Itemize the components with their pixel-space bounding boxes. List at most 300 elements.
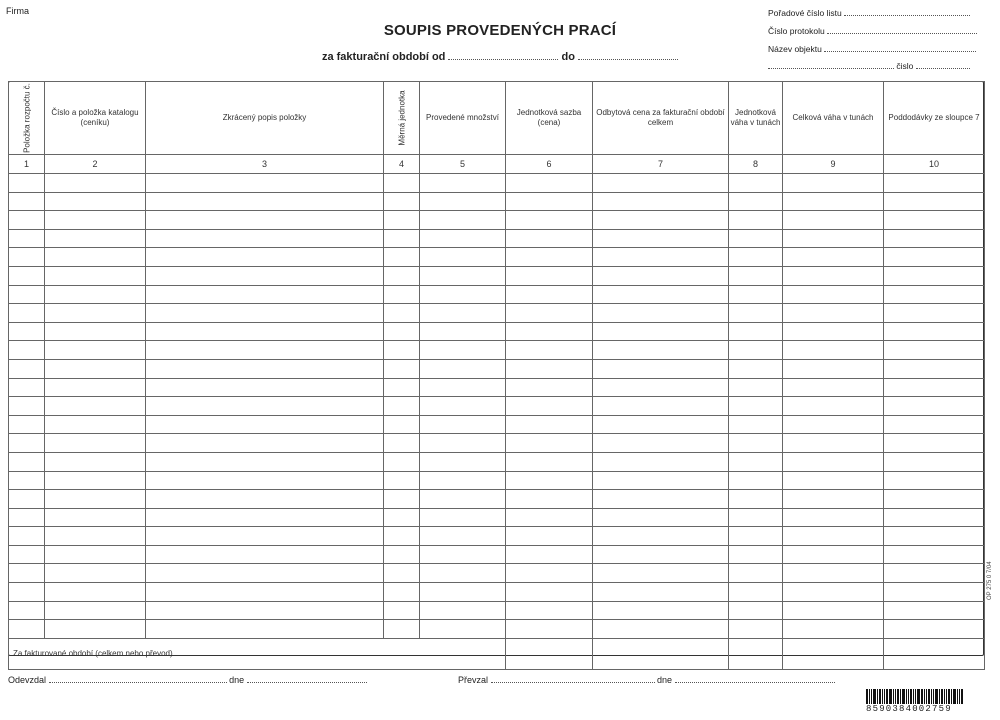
- table-cell[interactable]: [783, 285, 884, 304]
- table-cell[interactable]: [506, 434, 593, 453]
- table-cell[interactable]: [593, 601, 729, 620]
- table-cell[interactable]: [783, 229, 884, 248]
- table-cell[interactable]: [729, 229, 783, 248]
- col-num-6: 6: [506, 155, 593, 174]
- table-cell[interactable]: [420, 304, 506, 323]
- total-cell[interactable]: [506, 638, 593, 669]
- table-cell[interactable]: [146, 564, 384, 583]
- table-cell[interactable]: [45, 564, 146, 583]
- table-cell[interactable]: [45, 229, 146, 248]
- table-cell[interactable]: [783, 322, 884, 341]
- table-cell[interactable]: [9, 174, 45, 193]
- table-cell[interactable]: [593, 490, 729, 509]
- meta-object-name: [768, 42, 976, 54]
- table-cell[interactable]: [884, 285, 985, 304]
- table-cell[interactable]: [593, 359, 729, 378]
- table-cell[interactable]: [593, 564, 729, 583]
- table-cell[interactable]: [45, 378, 146, 397]
- table-cell[interactable]: [420, 192, 506, 211]
- table-cell[interactable]: [420, 174, 506, 193]
- table-cell[interactable]: [783, 211, 884, 230]
- table-cell[interactable]: [384, 583, 420, 602]
- table-cell[interactable]: [420, 415, 506, 434]
- table-cell[interactable]: [384, 434, 420, 453]
- table-cell[interactable]: [593, 415, 729, 434]
- table-cell[interactable]: [593, 174, 729, 193]
- table-cell[interactable]: [506, 415, 593, 434]
- table-cell[interactable]: [45, 192, 146, 211]
- handed-over-date-field[interactable]: [247, 674, 367, 683]
- table-cell[interactable]: [506, 545, 593, 564]
- table-row: [9, 359, 985, 378]
- table-cell[interactable]: [384, 322, 420, 341]
- table-cell[interactable]: [506, 452, 593, 471]
- table-cell[interactable]: [420, 266, 506, 285]
- table-cell[interactable]: [783, 304, 884, 323]
- table-cell[interactable]: [420, 229, 506, 248]
- table-cell[interactable]: [729, 211, 783, 230]
- table-cell[interactable]: [146, 248, 384, 267]
- table-cell[interactable]: [884, 527, 985, 546]
- table-cell[interactable]: [146, 620, 384, 639]
- table-cell[interactable]: [506, 471, 593, 490]
- table-cell[interactable]: [9, 341, 45, 360]
- table-row: [9, 452, 985, 471]
- table-cell[interactable]: [593, 285, 729, 304]
- protocol-number-label: Číslo protokolu: [768, 26, 825, 36]
- table-cell[interactable]: [506, 378, 593, 397]
- table-cell[interactable]: [9, 545, 45, 564]
- table-cell[interactable]: [729, 174, 783, 193]
- table-cell[interactable]: [420, 211, 506, 230]
- table-cell[interactable]: [729, 359, 783, 378]
- table-cell[interactable]: [783, 434, 884, 453]
- table-cell[interactable]: [9, 434, 45, 453]
- table-cell[interactable]: [384, 304, 420, 323]
- total-cell[interactable]: [783, 638, 884, 669]
- table-cell[interactable]: [384, 601, 420, 620]
- table-cell[interactable]: [384, 211, 420, 230]
- table-cell[interactable]: [506, 620, 593, 639]
- table-cell[interactable]: [783, 359, 884, 378]
- col-header-8: Jednotková váha v tunách: [729, 82, 783, 155]
- table-cell[interactable]: [783, 490, 884, 509]
- table-row: [9, 174, 985, 193]
- table-cell[interactable]: [146, 229, 384, 248]
- table-cell[interactable]: [593, 192, 729, 211]
- table-cell[interactable]: [9, 266, 45, 285]
- table-cell[interactable]: [45, 397, 146, 416]
- table-cell[interactable]: [45, 285, 146, 304]
- table-cell[interactable]: [146, 285, 384, 304]
- table-cell[interactable]: [45, 248, 146, 267]
- table-row: [9, 304, 985, 323]
- table-cell[interactable]: [729, 248, 783, 267]
- table-cell[interactable]: [146, 415, 384, 434]
- table-cell[interactable]: [9, 620, 45, 639]
- table-cell[interactable]: [9, 304, 45, 323]
- table-cell[interactable]: [506, 322, 593, 341]
- table-cell[interactable]: [420, 248, 506, 267]
- table-cell[interactable]: [783, 415, 884, 434]
- period-prefix: za fakturační období od: [321, 51, 446, 63]
- table-cell[interactable]: [593, 397, 729, 416]
- table-cell[interactable]: [783, 248, 884, 267]
- table-cell[interactable]: [384, 341, 420, 360]
- table-cell[interactable]: [146, 174, 384, 193]
- table-cell[interactable]: [884, 490, 985, 509]
- table-cell[interactable]: [9, 229, 45, 248]
- column-number-row: [9, 155, 985, 174]
- table-cell[interactable]: [146, 211, 384, 230]
- table-cell[interactable]: [884, 211, 985, 230]
- table-cell[interactable]: [783, 266, 884, 285]
- table-cell[interactable]: [506, 490, 593, 509]
- table-cell[interactable]: [884, 229, 985, 248]
- table-cell[interactable]: [45, 527, 146, 546]
- table-cell[interactable]: [884, 174, 985, 193]
- col-num-3: 3: [146, 155, 384, 174]
- table-cell[interactable]: [729, 415, 783, 434]
- table-cell[interactable]: [884, 304, 985, 323]
- table-cell[interactable]: [884, 192, 985, 211]
- table-row: [9, 471, 985, 490]
- table-cell[interactable]: [783, 378, 884, 397]
- table-cell[interactable]: [9, 192, 45, 211]
- table-cell[interactable]: [729, 564, 783, 583]
- table-cell[interactable]: [384, 471, 420, 490]
- table-cell[interactable]: [384, 397, 420, 416]
- table-cell[interactable]: [884, 583, 985, 602]
- table-cell[interactable]: [783, 564, 884, 583]
- table-cell[interactable]: [384, 415, 420, 434]
- table-cell[interactable]: [420, 490, 506, 509]
- table-cell[interactable]: [506, 211, 593, 230]
- table-cell[interactable]: [729, 341, 783, 360]
- table-cell[interactable]: [384, 545, 420, 564]
- table-cell[interactable]: [146, 378, 384, 397]
- table-cell[interactable]: [884, 601, 985, 620]
- table-cell[interactable]: [783, 527, 884, 546]
- table-cell[interactable]: [384, 192, 420, 211]
- table-cell[interactable]: [384, 620, 420, 639]
- table-cell[interactable]: [729, 192, 783, 211]
- col-num-2: 2: [45, 155, 146, 174]
- table-cell[interactable]: [146, 397, 384, 416]
- table-cell[interactable]: [45, 490, 146, 509]
- protocol-number-field[interactable]: [827, 24, 977, 34]
- table-cell[interactable]: [783, 397, 884, 416]
- col-num-7: 7: [593, 155, 729, 174]
- handed-over-field[interactable]: [49, 674, 227, 683]
- table-cell[interactable]: [45, 583, 146, 602]
- table-cell[interactable]: [420, 285, 506, 304]
- col-header-9: Celková váha v tunách: [783, 82, 884, 155]
- table-cell[interactable]: [593, 452, 729, 471]
- received-date-field[interactable]: [675, 674, 835, 683]
- received-field[interactable]: [491, 674, 655, 683]
- table-cell[interactable]: [593, 527, 729, 546]
- table-cell[interactable]: [729, 397, 783, 416]
- object-name-field[interactable]: [824, 42, 976, 52]
- table-cell[interactable]: [729, 545, 783, 564]
- table-cell[interactable]: [593, 620, 729, 639]
- table-cell[interactable]: [45, 452, 146, 471]
- table-cell[interactable]: [783, 471, 884, 490]
- table-cell[interactable]: [506, 397, 593, 416]
- table-cell[interactable]: [9, 527, 45, 546]
- table-cell[interactable]: [593, 341, 729, 360]
- table-cell[interactable]: [45, 601, 146, 620]
- table-cell[interactable]: [146, 527, 384, 546]
- table-cell[interactable]: [506, 583, 593, 602]
- table-cell[interactable]: [9, 490, 45, 509]
- table-cell[interactable]: [146, 490, 384, 509]
- table-cell[interactable]: [729, 601, 783, 620]
- total-row: [9, 638, 985, 669]
- table-cell[interactable]: [593, 471, 729, 490]
- table-row: [9, 527, 985, 546]
- table-cell[interactable]: [420, 378, 506, 397]
- table-cell[interactable]: [420, 583, 506, 602]
- table-cell[interactable]: [729, 508, 783, 527]
- col-header-3: Zkrácený popis položky: [146, 82, 384, 155]
- table-cell[interactable]: [593, 248, 729, 267]
- table-cell[interactable]: [884, 434, 985, 453]
- table-cell[interactable]: [9, 452, 45, 471]
- table-row: [9, 285, 985, 304]
- table-cell[interactable]: [884, 415, 985, 434]
- table-cell[interactable]: [420, 341, 506, 360]
- table-cell[interactable]: [729, 266, 783, 285]
- table-cell[interactable]: [146, 601, 384, 620]
- table-cell[interactable]: [45, 174, 146, 193]
- table-cell[interactable]: [384, 490, 420, 509]
- sheet-number-field[interactable]: [844, 6, 970, 16]
- table-cell[interactable]: [146, 545, 384, 564]
- table-cell[interactable]: [884, 471, 985, 490]
- table-cell[interactable]: [9, 564, 45, 583]
- table-cell[interactable]: [384, 229, 420, 248]
- table-cell[interactable]: [729, 285, 783, 304]
- table-cell[interactable]: [884, 322, 985, 341]
- table-row: [9, 229, 985, 248]
- table-cell[interactable]: [729, 304, 783, 323]
- table-cell[interactable]: [783, 174, 884, 193]
- table-cell[interactable]: [884, 452, 985, 471]
- table-cell[interactable]: [146, 359, 384, 378]
- table-cell[interactable]: [783, 620, 884, 639]
- table-cell[interactable]: [506, 341, 593, 360]
- table-cell[interactable]: [45, 434, 146, 453]
- table-cell[interactable]: [146, 471, 384, 490]
- table-cell[interactable]: [9, 359, 45, 378]
- table-cell[interactable]: [506, 359, 593, 378]
- period-to-field[interactable]: [578, 50, 678, 60]
- table-cell[interactable]: [45, 211, 146, 230]
- table-cell[interactable]: [593, 266, 729, 285]
- table-cell[interactable]: [45, 471, 146, 490]
- table-cell[interactable]: [420, 564, 506, 583]
- table-cell[interactable]: [420, 359, 506, 378]
- table-cell[interactable]: [729, 471, 783, 490]
- table-cell[interactable]: [420, 545, 506, 564]
- table-cell[interactable]: [593, 508, 729, 527]
- table-cell[interactable]: [146, 434, 384, 453]
- table-cell[interactable]: [783, 583, 884, 602]
- table-cell[interactable]: [420, 508, 506, 527]
- table-row: [9, 397, 985, 416]
- table-cell[interactable]: [884, 545, 985, 564]
- table-cell[interactable]: [884, 341, 985, 360]
- table-cell[interactable]: [593, 583, 729, 602]
- table-cell[interactable]: [783, 601, 884, 620]
- col-header-2: Číslo a položka katalogu (ceníku): [45, 82, 146, 155]
- table-cell[interactable]: [729, 378, 783, 397]
- table-cell[interactable]: [593, 434, 729, 453]
- table-cell[interactable]: [384, 174, 420, 193]
- table-row: [9, 601, 985, 620]
- number-field[interactable]: [916, 59, 970, 69]
- table-cell[interactable]: [45, 620, 146, 639]
- table-cell[interactable]: [45, 415, 146, 434]
- table-cell[interactable]: [783, 452, 884, 471]
- table-cell[interactable]: [146, 583, 384, 602]
- received-line: [458, 674, 835, 685]
- meta-sheet-number: [768, 6, 970, 18]
- table-cell[interactable]: [9, 583, 45, 602]
- table-cell[interactable]: [783, 341, 884, 360]
- table-cell[interactable]: [884, 359, 985, 378]
- table-cell[interactable]: [9, 211, 45, 230]
- table-cell[interactable]: [506, 285, 593, 304]
- table-row: [9, 192, 985, 211]
- col-num-4: 4: [384, 155, 420, 174]
- table-cell[interactable]: [146, 508, 384, 527]
- total-cell[interactable]: [729, 638, 783, 669]
- table-cell[interactable]: [506, 192, 593, 211]
- period-from-field[interactable]: [448, 50, 558, 60]
- table-cell[interactable]: [384, 508, 420, 527]
- table-cell[interactable]: [9, 322, 45, 341]
- table-cell[interactable]: [384, 378, 420, 397]
- table-cell[interactable]: [9, 508, 45, 527]
- table-cell[interactable]: [146, 266, 384, 285]
- total-cell[interactable]: [593, 638, 729, 669]
- table-cell[interactable]: [384, 359, 420, 378]
- table-cell[interactable]: [506, 229, 593, 248]
- table-cell[interactable]: [384, 452, 420, 471]
- table-cell[interactable]: [729, 434, 783, 453]
- table-cell[interactable]: [593, 211, 729, 230]
- table-cell[interactable]: [506, 601, 593, 620]
- table-cell[interactable]: [146, 304, 384, 323]
- table-cell[interactable]: [384, 266, 420, 285]
- table-cell[interactable]: [506, 564, 593, 583]
- table-cell[interactable]: [783, 545, 884, 564]
- table-cell[interactable]: [45, 341, 146, 360]
- table-cell[interactable]: [9, 471, 45, 490]
- table-cell[interactable]: [420, 471, 506, 490]
- table-cell[interactable]: [420, 322, 506, 341]
- table-cell[interactable]: [593, 229, 729, 248]
- table-cell[interactable]: [729, 620, 783, 639]
- table-cell[interactable]: [420, 452, 506, 471]
- object-line-field[interactable]: [768, 59, 894, 69]
- table-cell[interactable]: [729, 527, 783, 546]
- total-cell[interactable]: [884, 638, 985, 669]
- table-row: [9, 211, 985, 230]
- table-cell[interactable]: [45, 508, 146, 527]
- works-table: [8, 81, 985, 670]
- table-cell[interactable]: [729, 322, 783, 341]
- table-cell[interactable]: [884, 620, 985, 639]
- table-cell[interactable]: [146, 452, 384, 471]
- table-cell[interactable]: [593, 545, 729, 564]
- table-cell[interactable]: [9, 601, 45, 620]
- table-cell[interactable]: [884, 266, 985, 285]
- table-cell[interactable]: [45, 359, 146, 378]
- table-cell[interactable]: [146, 341, 384, 360]
- table-cell[interactable]: [45, 266, 146, 285]
- sheet-number-label: Pořadové číslo listu: [768, 8, 842, 18]
- form-code: OP 275 0 7/04: [987, 561, 993, 600]
- table-cell[interactable]: [9, 248, 45, 267]
- table-cell[interactable]: [384, 564, 420, 583]
- table-cell[interactable]: [729, 452, 783, 471]
- table-cell[interactable]: [420, 397, 506, 416]
- table-cell[interactable]: [506, 174, 593, 193]
- table-cell[interactable]: [783, 508, 884, 527]
- table-cell[interactable]: [506, 266, 593, 285]
- table-cell[interactable]: [506, 527, 593, 546]
- table-cell[interactable]: [9, 378, 45, 397]
- table-cell[interactable]: [729, 583, 783, 602]
- table-cell[interactable]: [420, 620, 506, 639]
- table-cell[interactable]: [9, 285, 45, 304]
- table-cell[interactable]: [45, 322, 146, 341]
- table-cell[interactable]: [593, 378, 729, 397]
- table-cell[interactable]: [506, 508, 593, 527]
- table-cell[interactable]: [593, 304, 729, 323]
- table-cell[interactable]: [45, 304, 146, 323]
- received-date-label: dne: [657, 675, 673, 685]
- table-cell[interactable]: [420, 601, 506, 620]
- table-cell[interactable]: [884, 397, 985, 416]
- table-cell[interactable]: [884, 564, 985, 583]
- table-cell[interactable]: [384, 527, 420, 546]
- table-cell[interactable]: [146, 322, 384, 341]
- table-cell[interactable]: [384, 248, 420, 267]
- table-cell[interactable]: [783, 192, 884, 211]
- table-cell[interactable]: [884, 378, 985, 397]
- table-cell[interactable]: [506, 248, 593, 267]
- col-num-5: 5: [420, 155, 506, 174]
- table-cell[interactable]: [593, 322, 729, 341]
- table-cell[interactable]: [384, 285, 420, 304]
- table-cell[interactable]: [9, 397, 45, 416]
- table-cell[interactable]: [146, 192, 384, 211]
- table-cell[interactable]: [506, 304, 593, 323]
- table-row: [9, 378, 985, 397]
- table-cell[interactable]: [9, 415, 45, 434]
- table-cell[interactable]: [884, 508, 985, 527]
- table-cell[interactable]: [45, 545, 146, 564]
- table-cell[interactable]: [420, 434, 506, 453]
- table-cell[interactable]: [729, 490, 783, 509]
- table-cell[interactable]: [884, 248, 985, 267]
- table-cell[interactable]: [420, 527, 506, 546]
